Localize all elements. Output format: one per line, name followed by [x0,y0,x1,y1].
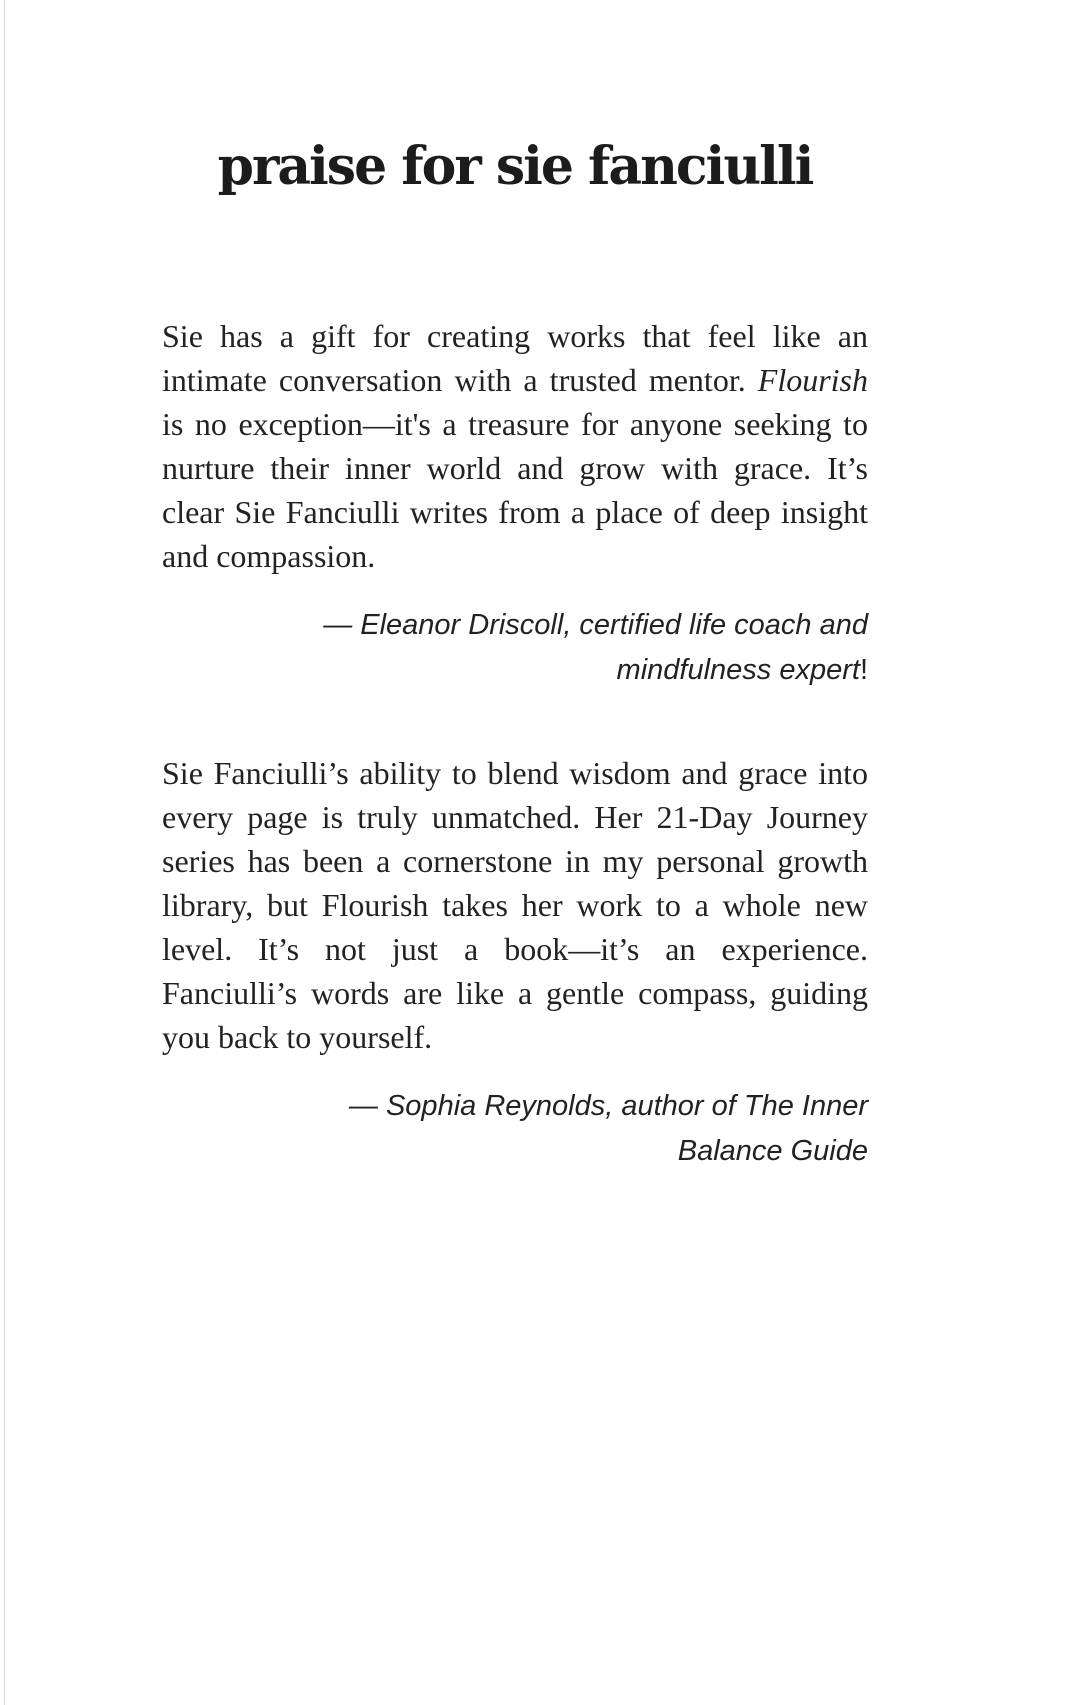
quote-1-text-start: Sie has a gift for creating works that feel like an intimate conversation with a trusted mentor. [162,318,868,398]
praise-quote-1 [162,314,868,693]
praise-quote-2 [162,751,868,1174]
attribution-1-text: — Eleanor Driscoll, certified life coach and mindfulness expert [323,609,868,686]
quote-text-1 [162,314,868,578]
attribution-1-suffix: ! [859,654,868,686]
quote-text-2: Sie Fanciulli’s ability to blend wisdom and grace into every page is truly unmatched. Her 21-Day Journey series has been a cornerstone in my personal growth library, but Flourish takes her work to a whole new level. It’s not just a book—it’s an experience. Fanciulli’s words are like a gentle compass, guiding you back to yourself. [162,755,868,1055]
attribution-1 [162,603,868,693]
book-title-flourish: Flourish [757,362,868,398]
attribution-2: — Sophia Reynolds, author of The Inner Balance Guide [348,1090,868,1167]
page-title: praise for sie fanciulli [217,136,813,197]
page-edge [4,0,5,1705]
praise-section [162,314,868,1174]
quote-1-text-end: is no exception—it's a treasure for anyone seeking to nurture their inner world and grow with grace. It’s clear Sie Fanciulli writes from a place of deep insight and compassion. [162,406,868,574]
